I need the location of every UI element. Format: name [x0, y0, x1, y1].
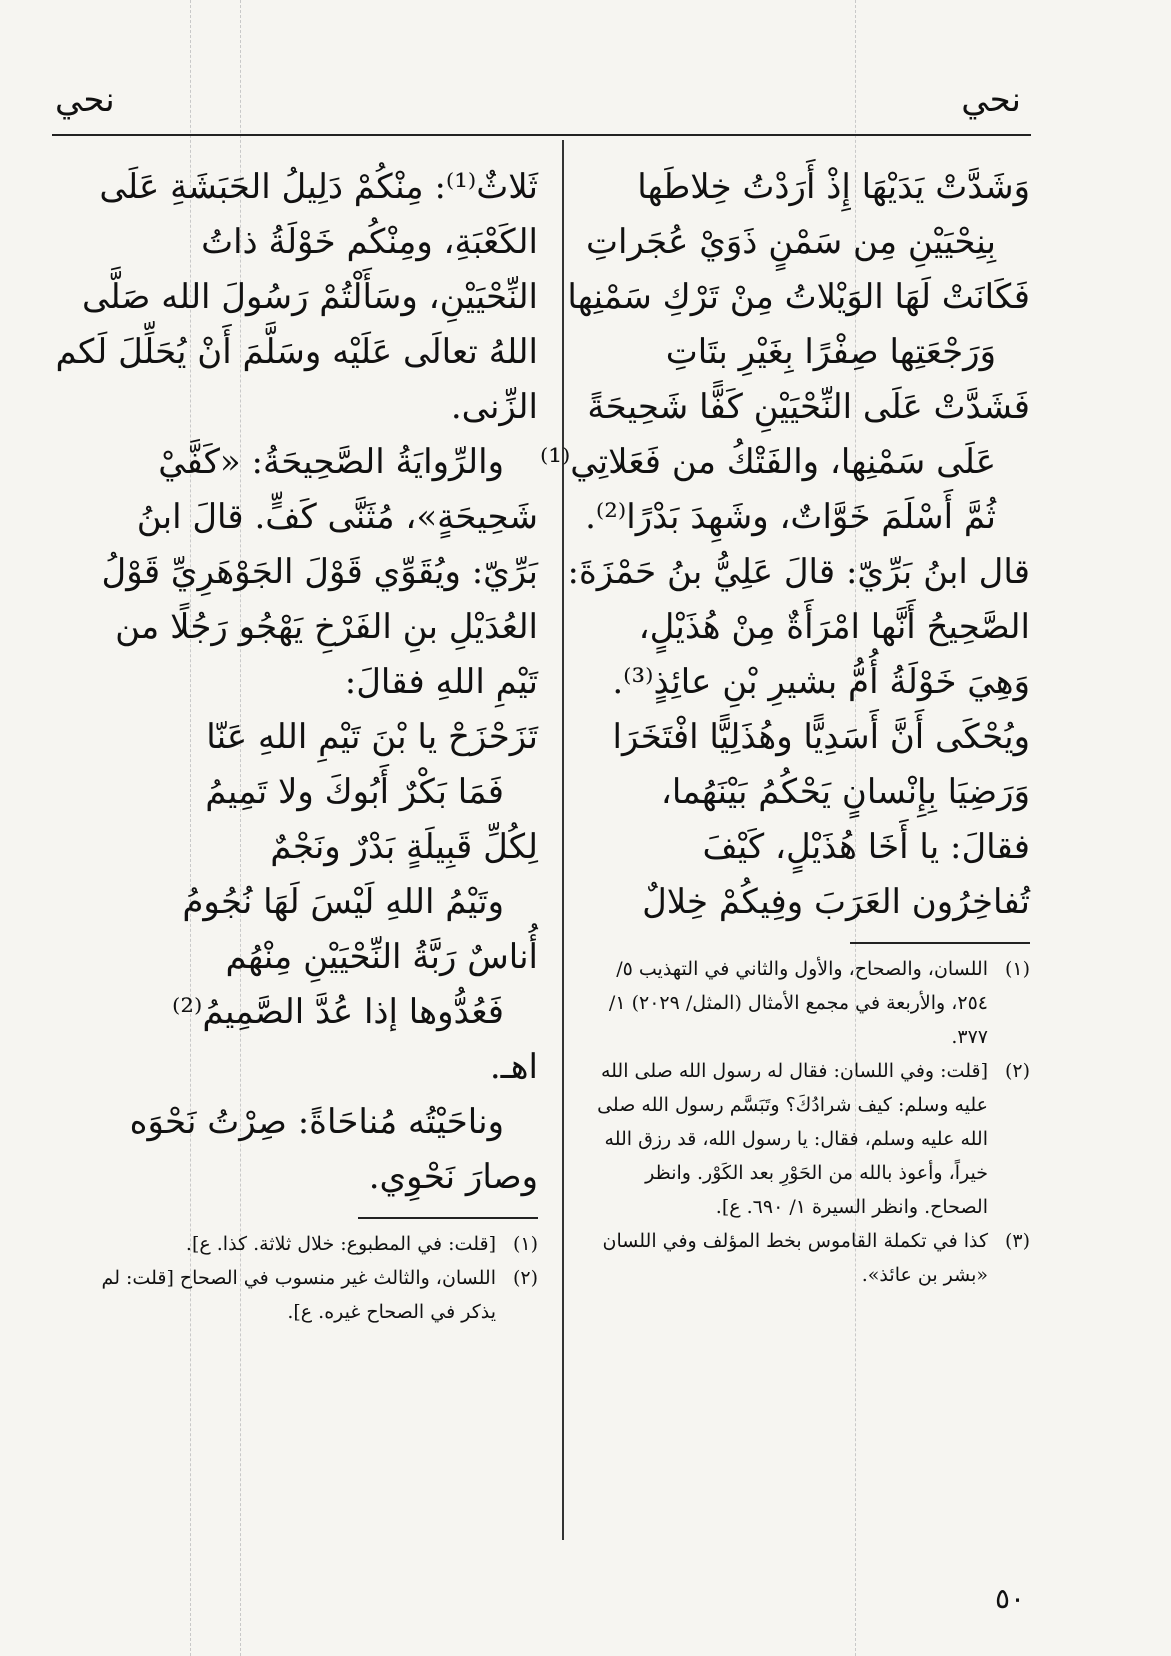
footnote [590, 1054, 1030, 1224]
text-line: الصَّحِيحُ أَنَّها امْرَأَةٌ مِنْ هُذَيْلٍ، [638, 607, 1030, 647]
text-line: لِكُلِّ قَبِيلَةٍ بَدْرٌ ونَجْمٌ [270, 827, 538, 867]
footnote [78, 1261, 538, 1329]
text-line: فقالَ: يا أَخَا هُذَيْلٍ، كَيْفَ [702, 827, 1030, 867]
footnote-text: [قلت: وفي اللسان: فقال له رسول الله صلى الله عليه وسلم: كيف شرادُكَ؟ وتَبَسَّم رسول الله صلى الله عليه وسلم، فقال: يا رسول الله، قد رزق الله خيراً، وأعوذ بالله من الحَوْرِ بعد الكَوْر. وانظر الصحاح. وانظر السيرة ١/ ٦٩٠. ع]. [597, 1060, 988, 1218]
footnote-text: [قلت: في المطبوع: خلال ثلاثة. كذا. ع]. [185, 1233, 496, 1255]
footnote-rule [850, 942, 1030, 944]
running-header-left: نحي [55, 80, 115, 120]
footnote-number: (١) [512, 1233, 538, 1255]
text-line: العُدَيْلِ بنِ الفَرْخِ يَهْجُو رَجُلًا من [115, 607, 538, 647]
text-line: وصارَ نَحْوِي. [368, 1157, 538, 1197]
text-line: وَشَدَّتْ يَدَيْهَا إِذْ أَرَدْتُ خِلاطَها [637, 167, 1030, 207]
text-line: تَزَحْزَحْ يا بْنَ تَيْمِ اللهِ عَنّا [206, 717, 538, 757]
running-header-right: نحي [961, 80, 1021, 120]
text-line: وتَيْمُ اللهِ لَيْسَ لَهَا نُجُومُ [182, 882, 504, 922]
page-number: ٥٠ [995, 1582, 1026, 1615]
footnote [590, 1224, 1030, 1292]
footnote-number: (٢) [512, 1267, 538, 1289]
text-line: بِنِحْيَيْنِ مِن سَمْنٍ ذَوَيْ عُجَراتِ [585, 222, 996, 262]
right-column [539, 160, 1030, 1292]
text-line: اللهُ تعالَى عَلَيْه وسَلَّمَ أَنْ يُحَلِّلَ لَكم [55, 332, 538, 372]
text-line: ثَلاثٌ⁽¹⁾: مِنْكُمْ دَلِيلُ الحَبَشَةِ عَلَى [99, 167, 538, 207]
footnote [590, 952, 1030, 1054]
text-line: والرِّوايَةُ الصَّحِيحَةُ: «كَفَّيْ [158, 442, 504, 482]
text-line: أُناسٌ رَبَّةُ النِّحْيَيْنِ مِنْهُم [225, 937, 538, 977]
text-line: فَمَا بَكْرٌ أَبُوكَ ولا تَمِيمُ [205, 772, 504, 812]
text-line: ثُمَّ أَسْلَمَ خَوَّاتٌ، وشَهِدَ بَدْرًا⁽²⁾. [585, 497, 996, 537]
text-line: وَهِيَ خَوْلَةُ أُمُّ بشيرِ بْنِ عائِذٍ⁽³⁾. [612, 662, 1030, 702]
text-line: وناحَيْتُه مُناحَاةً: صِرْتُ نَحْوَه [129, 1102, 504, 1142]
text-line: قال ابنُ بَرِّيّ: قالَ عَلِيُّ بنُ حَمْزَةَ: [567, 552, 1030, 592]
column-divider [562, 140, 564, 1540]
header-rule [52, 134, 1031, 136]
text-line: بَرِّيّ: ويُقَوِّي قَوْلَ الجَوْهَرِيِّ قَوْلُ [101, 552, 538, 592]
footnote-number: (٣) [1004, 1230, 1030, 1252]
footnote-rule [358, 1217, 538, 1219]
text-line: فَكَانَتْ لَهَا الوَيْلاتُ مِنْ تَرْكِ سَمْنِها [567, 277, 1030, 317]
text-line: شَحِيحَةٍ»، مُثَنَّى كَفٍّ. قالَ ابنُ [136, 497, 538, 537]
footnote-text: اللسان، والصحاح، والأول والثاني في التهذيب ٥/ ٢٥٤، والأربعة في مجمع الأمثال (المثل/ ٢٠٢٩) ١/ ٣٧٧. [608, 958, 988, 1048]
footnote-text: اللسان، والثالث غير منسوب في الصحاح [قلت: لم يذكر في الصحاح غيره. ع]. [101, 1267, 496, 1323]
text-line: وَرَجْعَتِها صِفْرًا بِغَيْرِ بتَاتِ [665, 332, 996, 372]
text-line: وَرَضِيَا بِإِنْسانٍ يَحْكُمُ بَيْنَهُما، [660, 772, 1030, 812]
text-line: الكَعْبَةِ، ومِنْكُم خَوْلَةُ ذاتُ [201, 222, 538, 262]
text-line: اهـ. [489, 1047, 538, 1087]
footnote-text: كذا في تكملة القاموس بخط المؤلف وفي اللسان «بشر بن عائذ». [602, 1230, 988, 1286]
left-column [55, 160, 538, 1329]
footnote [78, 1227, 538, 1261]
text-line: فَشَدَّتْ عَلَى النِّحْيَيْنِ كَفًّا شَحِيحَةً [587, 387, 1030, 427]
text-line: عَلَى سَمْنِها، والفَتْكُ من فَعَلاتِي⁽¹⁾ [539, 442, 996, 482]
text-line: فَعُدُّوها إذا عُدَّ الصَّمِيمُ⁽²⁾ [172, 992, 504, 1032]
text-line: تَيْمِ اللهِ فقالَ: [344, 662, 538, 702]
text-line: ويُحْكَى أَنَّ أَسَدِيًّا وهُذَلِيًّا افْتَخَرَا [612, 717, 1030, 757]
text-line: النِّحْيَيْنِ، وسَأَلْتُمْ رَسُولَ الله صَلَّى [81, 277, 538, 317]
footnote-number: (١) [1004, 958, 1030, 980]
text-line: تُفاخِرُون العَرَبَ وفِيكُمْ خِلالٌ [642, 882, 1030, 922]
footnote-number: (٢) [1004, 1060, 1030, 1082]
text-line: الزِّنى. [450, 387, 538, 427]
